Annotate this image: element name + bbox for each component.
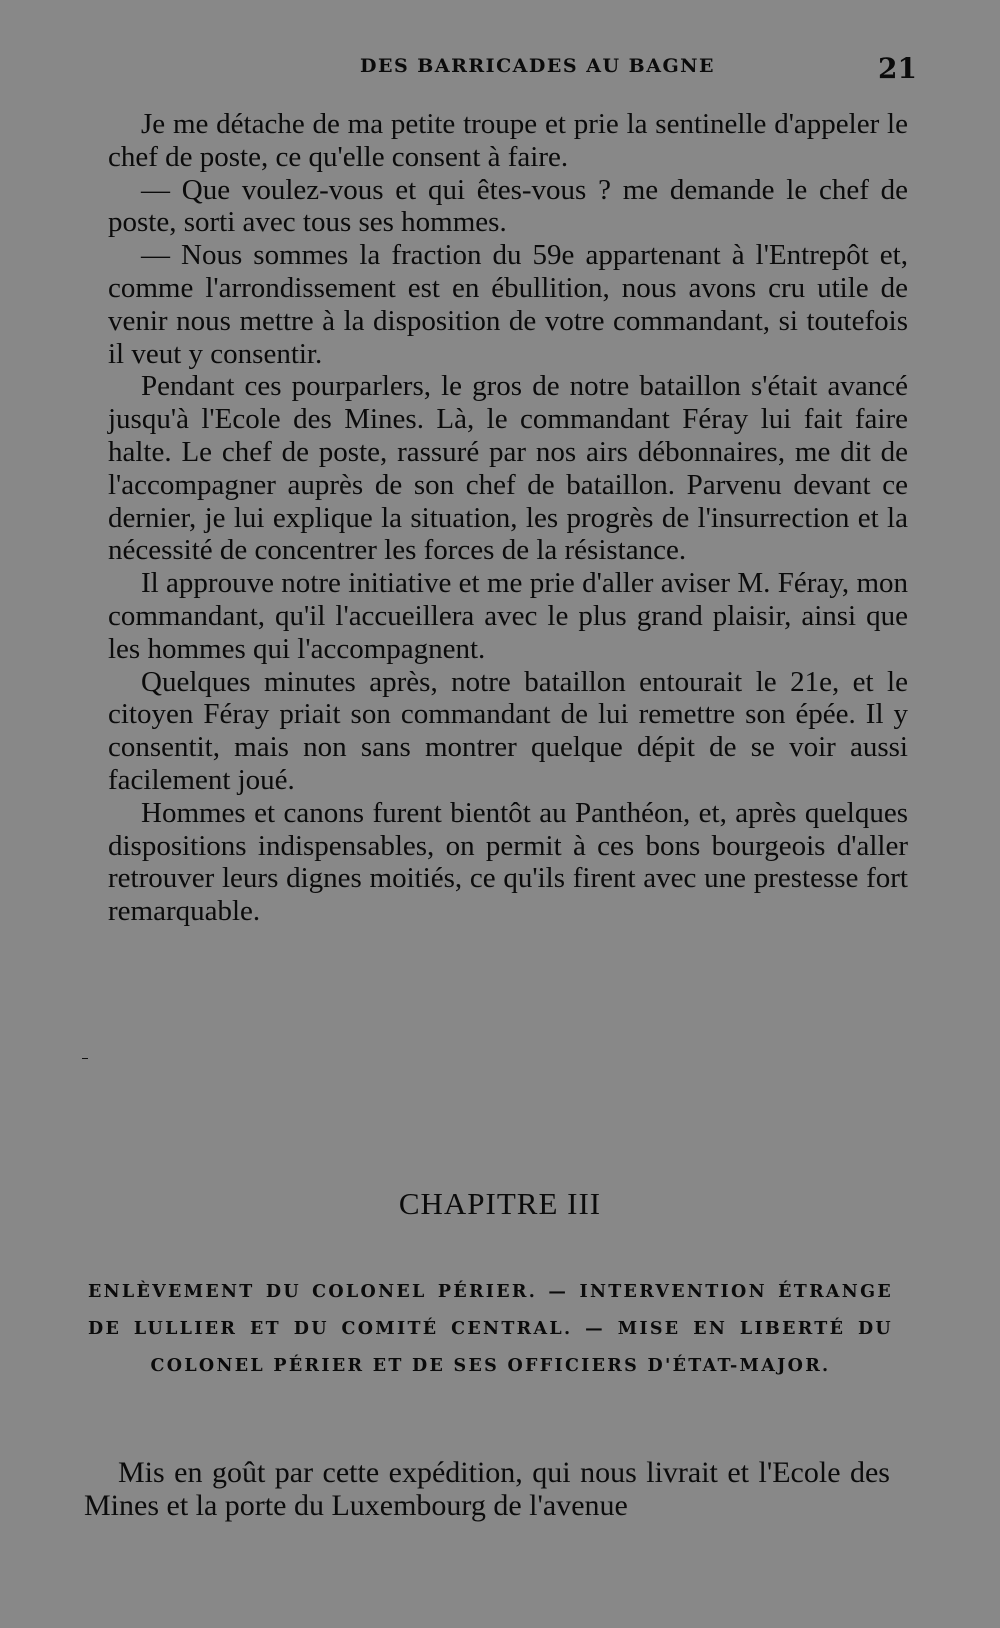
paragraph: Quelques minutes après, notre bataillon entourait le 21e, et le citoyen Féray priait son commandant de lui remettre son épée. Il y consentit, mais non sans montrer quelque dépit de se voir aussi facilement joué. bbox=[108, 665, 908, 796]
chapter-summary: ENLÈVEMENT DU COLONEL PÉRIER. — INTERVENTION ÉTRANGE DE LULLIER ET DU COMITÉ CENTRAL. — MISE EN LIBERTÉ DU COLONEL PÉRIER ET DE SES OFFICIERS D'ÉTAT-MAJOR. bbox=[88, 1282, 893, 1376]
paragraph: Hommes et canons furent bientôt au Panthéon, et, après quelques dispositions indispensables, on permit à ces bons bourgeois d'aller retrouver leurs dignes moitiés, ce qu'ils firent avec une prestesse fort remarquable. bbox=[108, 796, 908, 928]
chapter-opening-text bbox=[84, 1456, 890, 1522]
stray-mark bbox=[82, 1058, 88, 1059]
running-title: DES BARRICADES AU BAGNE bbox=[360, 55, 716, 77]
paragraph: — Nous sommes la fraction du 59e appartenant à l'Entrepôt et, comme l'arrondissement est en ébullition, nous avons cru utile de venir nous mettre à la disposition de votre commandant, si toutefois il veut y consentir. bbox=[108, 239, 908, 370]
body-text bbox=[108, 108, 908, 928]
paragraph: Je me détache de ma petite troupe et prie la sentinelle d'appeler le chef de poste, ce qu'elle consent à faire. bbox=[108, 108, 908, 173]
paragraph: Mis en goût par cette expédition, qui nous livrait et l'Ecole des Mines et la porte du Luxembourg de l'avenue bbox=[84, 1456, 890, 1522]
paragraph: Il approuve notre initiative et me prie d'aller aviser M. Féray, mon commandant, qu'il l'accueillera avec le plus grand plaisir, ainsi que les hommes qui l'accompagnent. bbox=[108, 567, 908, 665]
page-number: 21 bbox=[878, 52, 917, 85]
paragraph: Pendant ces pourparlers, le gros de notre bataillon s'était avancé jusqu'à l'Ecole des Mines. Là, le commandant Féray lui fait faire halte. Le chef de poste, rassuré par nos airs débonnaires, me dit de l'accompagner auprès de son chef de bataillon. Parvenu devant ce dernier, je lui explique la situation, les progrès de l'insurrection et la nécessité de concentrer les forces de la résistance. bbox=[108, 370, 908, 567]
chapter-title: CHAPITRE III bbox=[398, 1186, 602, 1221]
paragraph: — Que voulez-vous et qui êtes-vous ? me demande le chef de poste, sorti avec tous ses hommes. bbox=[108, 173, 908, 239]
